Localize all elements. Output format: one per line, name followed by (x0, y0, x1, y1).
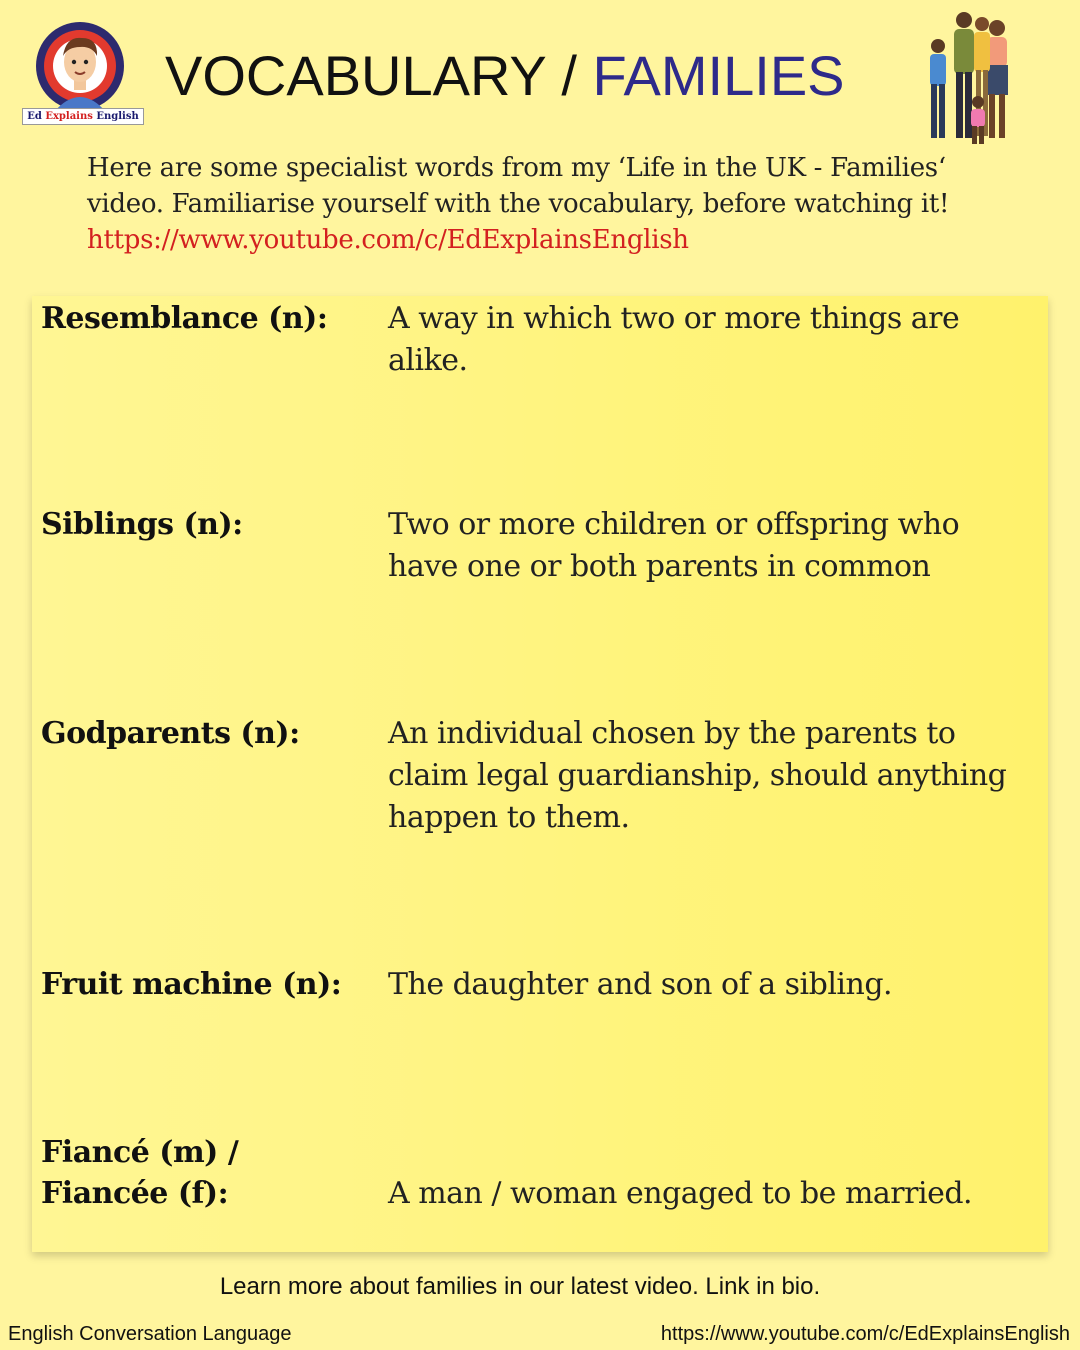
footer-brand: English Conversation Language (8, 1323, 292, 1345)
intro-line-2: video. Familiarise yourself with the vocabulary, before watching it! (87, 189, 950, 219)
term-line: Siblings (n): (41, 507, 243, 542)
vocabulary-definition (388, 964, 1043, 1006)
term-line: Fruit machine (n): (41, 967, 342, 1002)
youtube-channel-link[interactable]: https://www.youtube.com/c/EdExplainsEnglish (87, 225, 689, 255)
definition-line: have one or both parents in common (388, 549, 931, 584)
footer-note: Learn more about families in our latest video. Link in bio. (219, 1273, 821, 1300)
definition-line: alike. (388, 343, 468, 378)
vocabulary-term (41, 298, 371, 339)
term-line: Fiancé (m) / (41, 1135, 239, 1170)
term-line: Resemblance (n): (41, 301, 328, 336)
definition-line: happen to them. (388, 800, 630, 835)
footer-channel-link[interactable]: https://www.youtube.com/c/EdExplainsEnglish (660, 1323, 1070, 1345)
vocabulary-term (41, 964, 371, 1005)
vocabulary-definition (388, 504, 1043, 588)
vocabulary-card (32, 296, 1048, 1252)
definition-line: The daughter and son of a sibling. (388, 967, 893, 1002)
page-title (165, 40, 905, 114)
definition-line: An individual chosen by the parents to (388, 716, 956, 751)
title-accent: FAMILIES (592, 44, 845, 107)
family-group-illustration (918, 8, 1048, 148)
vocabulary-definition (388, 1173, 1043, 1215)
term-line: Fiancée (f): (41, 1176, 229, 1211)
vocabulary-definition (388, 713, 1043, 839)
definition-line: A man / woman engaged to be married. (388, 1176, 973, 1211)
cartoon-presenter-logo-icon (22, 20, 144, 112)
brand-logo (22, 20, 144, 128)
intro-line-1: Here are some specialist words from my ‘Life in the UK - Families‘ (87, 153, 946, 183)
title-main: VOCABULARY / (165, 44, 593, 107)
term-line: Godparents (n): (41, 716, 300, 751)
definition-line: Two or more children or offspring who (388, 507, 960, 542)
logo-wordmark: Ed Explains English (22, 108, 144, 125)
vocabulary-definition (388, 298, 1043, 382)
definition-line: claim legal guardianship, should anything (388, 758, 1007, 793)
definition-line: A way in which two or more things are (388, 301, 960, 336)
intro-paragraph (87, 150, 1037, 258)
vocabulary-term (41, 504, 371, 545)
vocabulary-term (41, 713, 371, 754)
vocabulary-term (41, 1132, 371, 1214)
